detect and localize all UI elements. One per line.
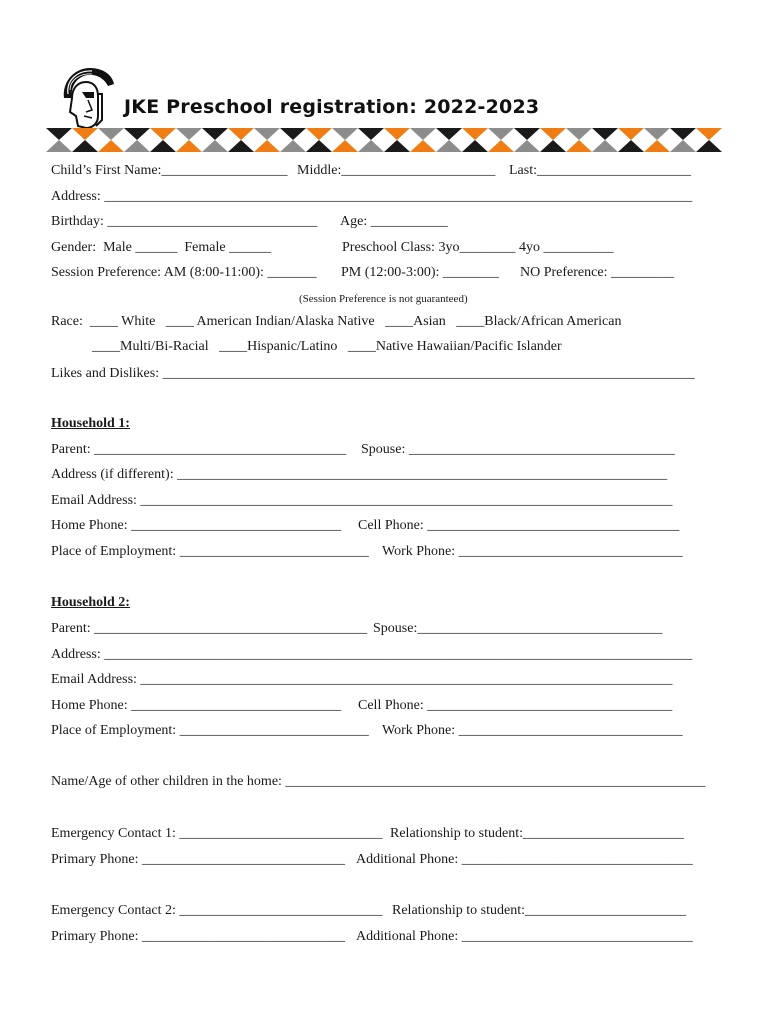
emergency-contact-2-additional-phone-field[interactable]: Additional Phone: _________________________________	[356, 929, 693, 944]
household-1-cell-phone-field[interactable]: Cell Phone: ____________________________________	[358, 518, 680, 533]
band-triangle-up	[228, 140, 254, 152]
band-triangle-down	[514, 128, 540, 140]
band-triangle-up	[254, 140, 280, 152]
band-triangle-down	[644, 128, 670, 140]
household-1-parent-field[interactable]: Parent: ____________________________________	[51, 442, 347, 457]
birthday-field[interactable]: Birthday: ______________________________	[51, 214, 318, 229]
band-triangle-down	[280, 128, 306, 140]
band-triangle-up	[592, 140, 618, 152]
band-triangle-down	[384, 128, 410, 140]
household-1-spouse-field[interactable]: Spouse: ______________________________________	[361, 442, 675, 457]
child-last-name-field[interactable]: Last:______________________	[509, 163, 691, 178]
household-1-employment-field[interactable]: Place of Employment: ___________________________	[51, 544, 369, 559]
page-title: JKE Preschool registration: 2022-2023	[124, 96, 540, 118]
household-2-work-phone-field[interactable]: Work Phone: ________________________________	[382, 723, 683, 738]
band-triangle-down	[124, 128, 150, 140]
band-triangle-down	[358, 128, 384, 140]
band-triangle-up	[98, 140, 124, 152]
child-first-name-field[interactable]: Child’s First Name:__________________	[51, 163, 288, 178]
household-1-home-phone-field[interactable]: Home Phone: ______________________________	[51, 518, 342, 533]
session-am-field[interactable]: Session Preference: AM (8:00-11:00): _______	[51, 265, 317, 280]
emergency-contact-2-field[interactable]: Emergency Contact 2: _____________________________	[51, 903, 383, 918]
band-triangle-down	[332, 128, 358, 140]
band-triangle-down	[202, 128, 228, 140]
band-triangle-up	[410, 140, 436, 152]
band-triangle-down	[410, 128, 436, 140]
household-1-heading: Household 1:	[51, 416, 130, 431]
band-triangle-up	[358, 140, 384, 152]
band-triangle-down	[540, 128, 566, 140]
household-2-parent-field[interactable]: Parent: _______________________________________	[51, 621, 368, 636]
band-triangle-up	[72, 140, 98, 152]
band-triangle-up	[436, 140, 462, 152]
band-triangle-up	[488, 140, 514, 152]
band-triangle-up	[540, 140, 566, 152]
band-triangle-up	[384, 140, 410, 152]
likes-dislikes-field[interactable]: Likes and Dislikes: ____________________________________________________________________________	[51, 366, 695, 381]
household-2-employment-field[interactable]: Place of Employment: ___________________________	[51, 723, 369, 738]
session-pm-field[interactable]: PM (12:00-3:00): ________	[341, 265, 499, 280]
household-2-home-phone-field[interactable]: Home Phone: ______________________________	[51, 698, 342, 713]
band-triangle-down	[150, 128, 176, 140]
preschool-class-field[interactable]: Preschool Class: 3yo________ 4yo __________	[342, 240, 614, 255]
household-2-cell-phone-field[interactable]: Cell Phone: ___________________________________	[358, 698, 673, 713]
band-triangle-up	[202, 140, 228, 152]
band-triangle-down	[592, 128, 618, 140]
band-triangle-up	[306, 140, 332, 152]
household-1-address-field[interactable]: Address (if different): ______________________________________________________________________	[51, 467, 668, 482]
session-note: (Session Preference is not guaranteed)	[299, 293, 468, 305]
emergency-contact-1-relationship-field[interactable]: Relationship to student:_______________________	[390, 826, 684, 841]
band-triangle-down	[228, 128, 254, 140]
band-triangle-up	[124, 140, 150, 152]
emergency-contact-1-field[interactable]: Emergency Contact 1: _____________________________	[51, 826, 383, 841]
race-options-row-2[interactable]: ____Multi/Bi-Racial ____Hispanic/Latino ____Native Hawaiian/Pacific Islander	[92, 339, 562, 354]
emergency-contact-2-relationship-field[interactable]: Relationship to student:_______________________	[392, 903, 686, 918]
household-2-spouse-field[interactable]: Spouse:___________________________________	[373, 621, 663, 636]
band-triangle-up	[566, 140, 592, 152]
band-triangle-down	[176, 128, 202, 140]
session-no-preference-field[interactable]: NO Preference: _________	[520, 265, 674, 280]
household-2-address-field[interactable]: Address: ____________________________________________________________________________________	[51, 647, 693, 662]
band-triangle-down	[488, 128, 514, 140]
decorative-triangle-band	[46, 128, 722, 152]
emergency-contact-1-primary-phone-field[interactable]: Primary Phone: _____________________________	[51, 852, 345, 867]
band-triangle-up	[696, 140, 722, 152]
gender-field[interactable]: Gender: Male ______ Female ______	[51, 240, 272, 255]
band-triangle-up	[670, 140, 696, 152]
band-triangle-up	[150, 140, 176, 152]
band-triangle-down	[254, 128, 280, 140]
band-triangle-up	[618, 140, 644, 152]
band-triangle-down	[46, 128, 72, 140]
household-2-email-field[interactable]: Email Address: ____________________________________________________________________________	[51, 672, 673, 687]
band-triangle-up	[46, 140, 72, 152]
band-triangle-down	[436, 128, 462, 140]
band-triangle-down	[566, 128, 592, 140]
band-triangle-up	[280, 140, 306, 152]
band-triangle-up	[644, 140, 670, 152]
band-triangle-down	[618, 128, 644, 140]
band-triangle-down	[462, 128, 488, 140]
band-triangle-down	[670, 128, 696, 140]
child-middle-name-field[interactable]: Middle:______________________	[297, 163, 496, 178]
race-options-row-1[interactable]: Race: ____ White ____ American Indian/Alaska Native ____Asian ____Black/African American	[51, 314, 622, 329]
other-children-field[interactable]: Name/Age of other children in the home: ____________________________________________________________	[51, 774, 706, 789]
band-triangle-up	[176, 140, 202, 152]
household-2-heading: Household 2:	[51, 595, 130, 610]
band-triangle-down	[306, 128, 332, 140]
household-1-work-phone-field[interactable]: Work Phone: ________________________________	[382, 544, 683, 559]
child-address-field[interactable]: Address: ____________________________________________________________________________________	[51, 189, 693, 204]
band-triangle-down	[72, 128, 98, 140]
band-triangle-down	[696, 128, 722, 140]
band-triangle-up	[514, 140, 540, 152]
household-1-email-field[interactable]: Email Address: ____________________________________________________________________________	[51, 493, 673, 508]
emergency-contact-2-primary-phone-field[interactable]: Primary Phone: _____________________________	[51, 929, 345, 944]
age-field[interactable]: Age: ___________	[340, 214, 448, 229]
band-triangle-down	[98, 128, 124, 140]
band-triangle-up	[332, 140, 358, 152]
spartan-helmet-icon	[56, 64, 118, 132]
band-triangle-up	[462, 140, 488, 152]
emergency-contact-1-additional-phone-field[interactable]: Additional Phone: _________________________________	[356, 852, 693, 867]
